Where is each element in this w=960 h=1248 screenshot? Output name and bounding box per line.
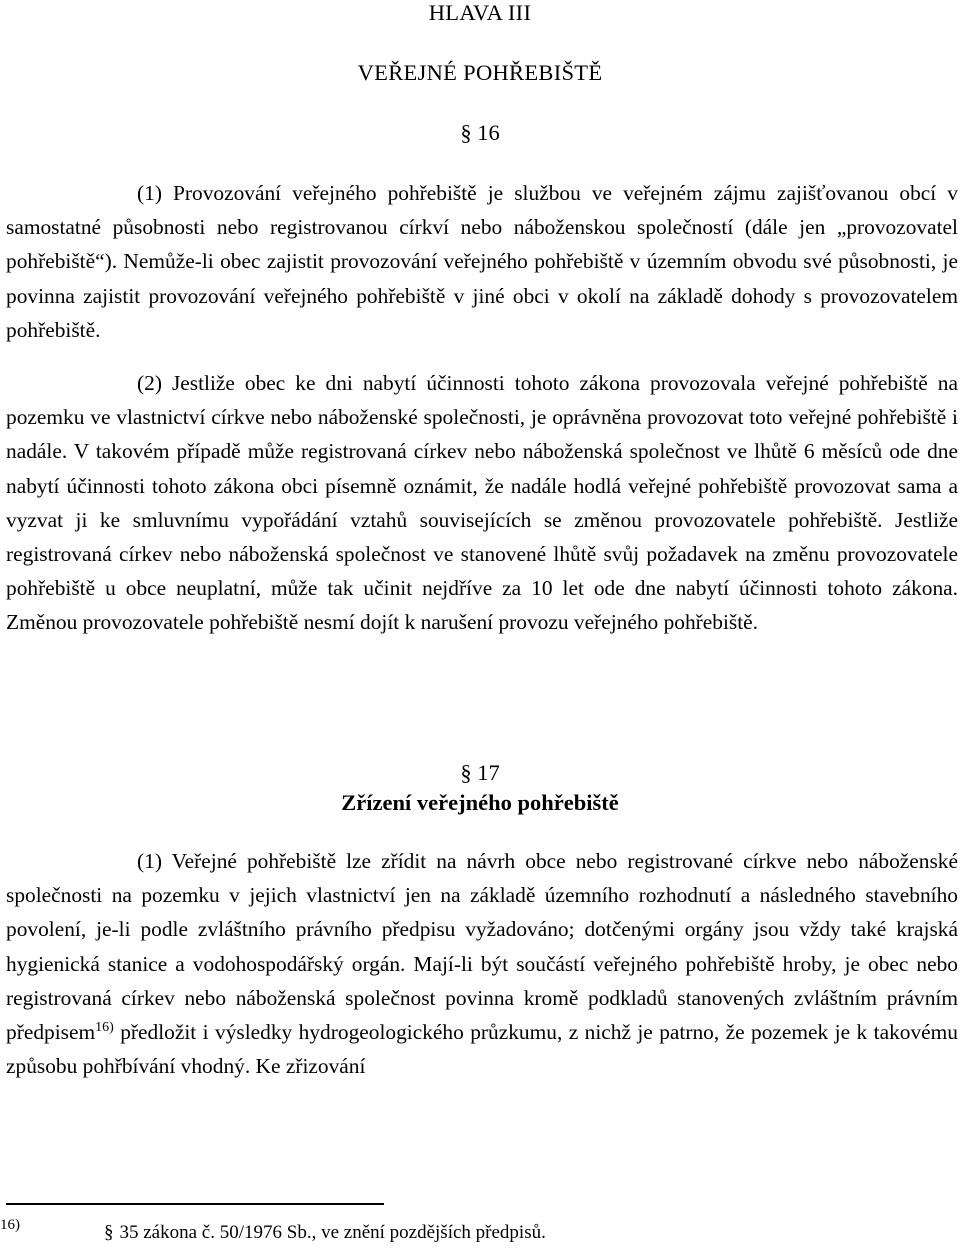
section-17-heading: § 17 [460,760,500,785]
footnote-section-sign: § [104,1222,114,1243]
section-16-paragraph-2: (2) Jestliže obec ke dni nabytí účinnosti tohoto zákona provozovala veřejné pohřebiště na pozemku ve vlastnictví církve nebo náboženské společnosti, je oprávněna provozovat toto veřejné pohřebiště i nadále. V takovém případě může registrovaná církev nebo náboženská společnost ve lhůtě 6 měsíců ode dne nabytí účinnosti tohoto zákona obci písemně oznámit, že nadále hodlá veřejné pohřebiště provozovat sama a vyzvat ji ke smluvnímu vypořádání vztahů souvisejících se změnou provozovatele pohřebiště. Jestliže registrovaná církev nebo náboženská společnost ve stanovené lhůtě svůj požadavek na změnu provozovatele pohřebiště u obce neuplatní, může tak učinit nejdříve za 10 let ode dne nabytí účinnosti tohoto zákona. Změnou provozovatele pohřebiště nesmí dojít k narušení provozu veřejného pohřebiště. [6,371,958,635]
footnote-mark: 16) [0,1217,20,1233]
footnote-text [104,1222,546,1244]
footnote-citation: 35 zákona č. 50/1976 Sb., ve znění pozdějších předpisů. [119,1222,546,1243]
footnote-separator [6,1203,384,1205]
section-17-paragraph-1-text: (1) Veřejné pohřebiště lze zřídit na návrh obce nebo registrované církve nebo náboženské společnosti na pozemku v jejich vlastnictví jen na základě územního rozhodnutí a následného stavebního povolení, je-li podle zvláštního právního předpisu vyžadováno; dotčenými orgány jsou vždy také krajská hygienická stanice a vodohospodářský orgán. Mají-li být součástí veřejného pohřebiště hroby, je obec nebo registrovaná církev nebo náboženská společnost povinna kromě podkladů stanovených zvláštním právním předpisem [6,849,958,1045]
section-17-paragraph-1-continuation: předložit i výsledky hydrogeologického průzkumu, z nichž je patrno, že pozemek je k takovému způsobu pohřbívání vhodný. Ke zřizování [6,1020,958,1079]
chapter-title: VEŘEJNÉ POHŘEBIŠTĚ [357,60,603,85]
chapter-number: HLAVA III [428,0,532,25]
section-16-heading: § 16 [460,120,500,145]
footnote-reference[interactable]: 16) [95,1019,114,1035]
section-17-title: Zřízení veřejného pohřebiště [341,790,619,815]
section-17-paragraph-1 [6,844,958,1083]
section-16-paragraph-1: (1) Provozování veřejného pohřebiště je službou ve veřejném zájmu zajišťovanou obcí v samostatné působnosti nebo registrovanou církví nebo náboženskou společností (dále jen „provozovatel pohřebiště“). Nemůže-li obec zajistit provozování veřejného pohřebiště v územním obvodu své působnosti, je povinna zajistit provozování veřejného pohřebiště v jiné obci v okolí na základě dohody s provozovatelem pohřebiště. [6,181,958,342]
